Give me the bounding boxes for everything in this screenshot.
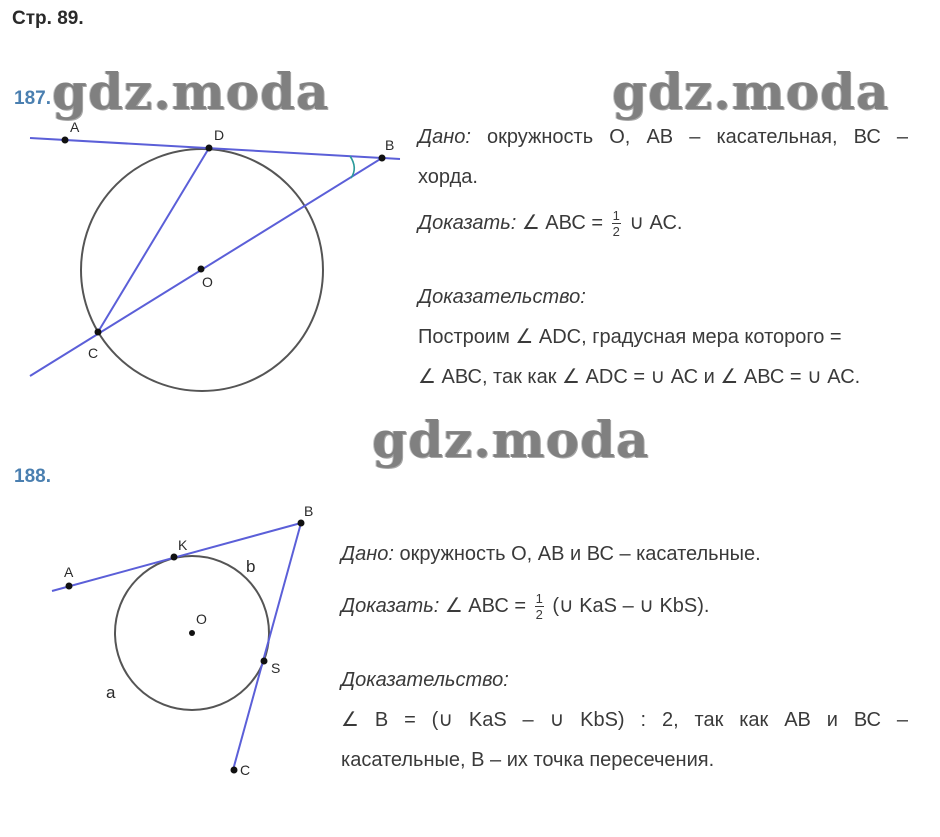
fraction-den: 2	[612, 224, 620, 240]
point-a	[62, 137, 69, 144]
prove-line	[341, 586, 908, 626]
label-c: C	[240, 762, 251, 778]
label-b: B	[385, 137, 395, 153]
prove-pre: ∠ АВС =	[439, 595, 532, 617]
watermark: gdz.moda	[372, 410, 650, 469]
fraction	[535, 591, 544, 622]
chord-dc	[98, 148, 209, 332]
problem-187-text	[418, 117, 908, 397]
angle-b-arc	[350, 156, 354, 178]
prove-line	[418, 203, 908, 243]
proof-label: Доказательство:	[418, 286, 586, 308]
point-o	[198, 266, 205, 273]
figure-187	[0, 110, 410, 400]
label-a: A	[64, 564, 74, 580]
prove-post: (∪ KaS – ∪ KbS).	[546, 595, 710, 617]
problem-188-text	[341, 534, 908, 780]
given-line	[341, 534, 908, 574]
given-line-2	[418, 157, 908, 197]
point-c	[95, 329, 102, 336]
fraction-den: 2	[535, 607, 543, 623]
prove-label: Доказать:	[341, 595, 440, 617]
given-text: окружность О, АВ – касательная, ВС –	[470, 126, 908, 148]
point-b	[379, 155, 386, 162]
secant-bc	[30, 158, 382, 376]
watermark: gdz.moda	[612, 62, 890, 121]
fraction-num: 1	[612, 208, 620, 224]
proof-line-1: Построим ∠ ADC, градусная мера которого =	[418, 326, 842, 348]
point-k	[171, 554, 178, 561]
prove-pre: ∠ АВС =	[516, 212, 609, 234]
prove-label: Доказать:	[418, 212, 517, 234]
proof-line-2: касательные, В – их точка пересечения.	[341, 749, 715, 771]
point-c	[231, 767, 238, 774]
tangent-bc	[233, 523, 301, 770]
problem-187-number: 187.	[14, 88, 51, 109]
label-c: C	[88, 345, 99, 361]
label-a-arc: a	[106, 683, 116, 702]
label-o: O	[202, 274, 213, 290]
label-s: S	[271, 660, 281, 676]
fraction-num: 1	[535, 591, 543, 607]
given-label: Дано:	[341, 543, 394, 565]
fraction	[612, 208, 621, 239]
label-b-arc: b	[246, 557, 256, 576]
point-b	[298, 520, 305, 527]
given-text: окружность О, АВ и ВС – касательные.	[393, 543, 761, 565]
label-d: D	[214, 127, 225, 143]
given-text-2: хорда.	[418, 166, 478, 188]
watermark: gdz.moda	[52, 62, 330, 121]
label-k: K	[178, 537, 188, 553]
given-line	[418, 117, 908, 157]
proof-line-1: ∠ В = (∪ KaS – ∪ KbS) : 2, так как АВ и ВС –	[341, 709, 908, 731]
page-header: Стр. 89.	[12, 8, 84, 29]
point-d	[206, 145, 213, 152]
label-b: B	[304, 503, 314, 519]
proof-line-2: ∠ АВС, так как ∠ ADC = ∪ АС и ∠ АВС = ∪ АС.	[418, 366, 861, 388]
given-label: Дано:	[418, 126, 471, 148]
prove-post: ∪ АС.	[623, 212, 683, 234]
label-a: A	[70, 119, 80, 135]
problem-188-number: 188.	[14, 466, 51, 487]
proof-label: Доказательство:	[341, 669, 509, 691]
point-s	[261, 658, 268, 665]
figure-188	[0, 500, 330, 790]
label-o: O	[196, 611, 207, 627]
point-a	[66, 583, 73, 590]
point-o	[189, 630, 195, 636]
